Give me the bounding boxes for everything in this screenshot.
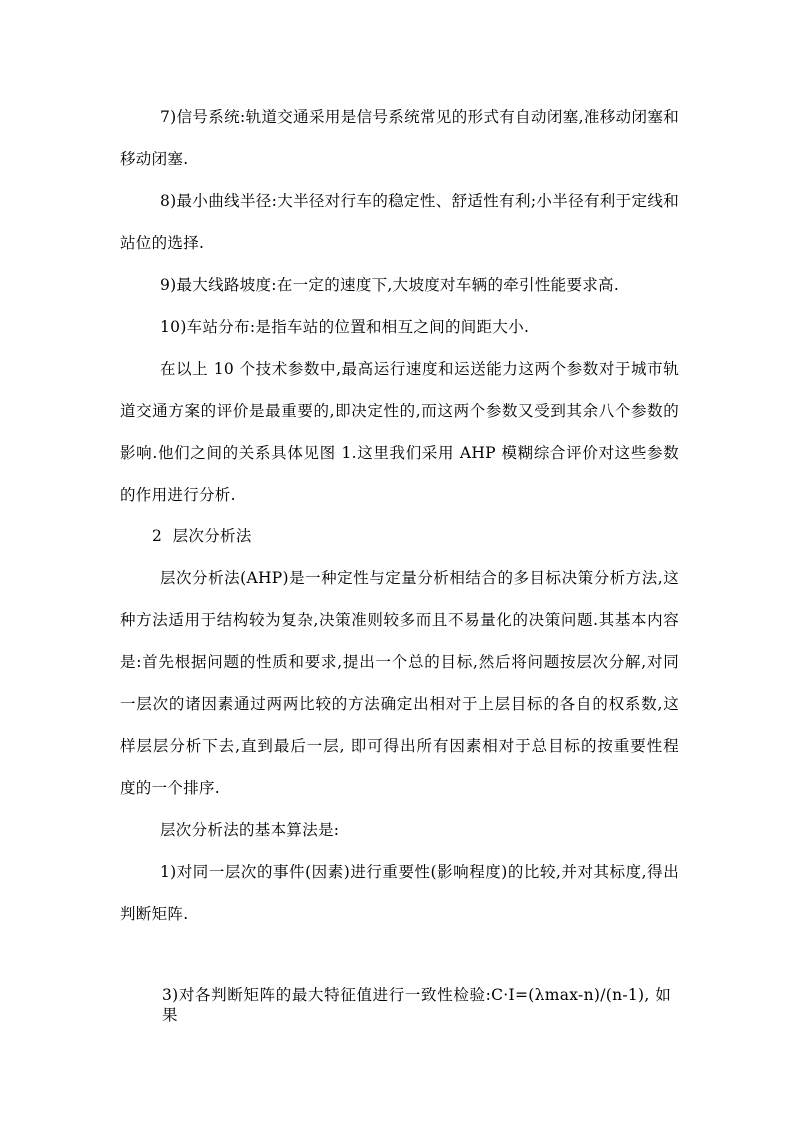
ahp-intro-line-6: 度的一个排序. xyxy=(120,779,221,797)
ahp-intro-line-2: 种方法适用于结构较为复杂,决策准则较多而且不易量化的决策问题.其基本内容 xyxy=(120,611,679,629)
section-2-heading: 2 层次分析法 xyxy=(152,527,252,545)
summary-line-3: 影响.他们之间的关系具体见图 1.这里我们采用 AHP 模糊综合评价对这些参数 xyxy=(120,444,679,462)
ahp-intro-line-4: 一层次的诸因素通过两两比较的方法确定出相对于上层目标的各自的权系数,这 xyxy=(120,695,679,713)
algorithm-step-1-line-1: 1)对同一层次的事件(因素)进行重要性(影响程度)的比较,并对其标度,得出 xyxy=(160,863,679,881)
paragraph-7-line-2: 移动闭塞. xyxy=(120,150,189,168)
paragraph-8-line-1: 8)最小曲线半径:大半径对行车的稳定性、舒适性有利;小半径有利于定线和 xyxy=(160,192,679,210)
ahp-intro-line-5: 样层层分析下去,直到最后一层, 即可得出所有因素相对于总目标的按重要性程 xyxy=(120,737,679,755)
summary-line-4: 的作用进行分析. xyxy=(120,486,236,504)
algorithm-step-1-line-2: 判断矩阵. xyxy=(120,905,189,923)
ahp-intro-line-3: 是:首先根据问题的性质和要求,提出一个总的目标,然后将问题按层次分解,对同 xyxy=(120,653,679,671)
paragraph-7-line-1: 7)信号系统:轨道交通采用是信号系统常见的形式有自动闭塞,准移动闭塞和 xyxy=(160,108,679,126)
paragraph-9-line-1: 9)最大线路坡度:在一定的速度下,大坡度对车辆的牵引性能要求高. xyxy=(160,276,620,294)
algorithm-step-3-line-1: 3)对各判断矩阵的最大特征值进行一致性检验:C·I=(λmax-n)/(n-1), 如果 xyxy=(162,986,671,1024)
paragraph-10-line-1: 10)车站分布:是指车站的位置和相互之间的间距大小. xyxy=(160,318,530,336)
algorithm-intro: 层次分析法的基本算法是: xyxy=(160,821,340,839)
summary-line-2: 道交通方案的评价是最重要的,即决定性的,而这两个参数又受到其余八个参数的 xyxy=(120,402,679,420)
summary-line-1: 在以上 10 个技术参数中,最高运行速度和运送能力这两个参数对于城市轨 xyxy=(160,360,679,378)
paragraph-8-line-2: 站位的选择. xyxy=(120,234,205,252)
ahp-intro-line-1: 层次分析法(AHP)是一种定性与定量分析相结合的多目标决策分析方法,这 xyxy=(160,569,679,587)
